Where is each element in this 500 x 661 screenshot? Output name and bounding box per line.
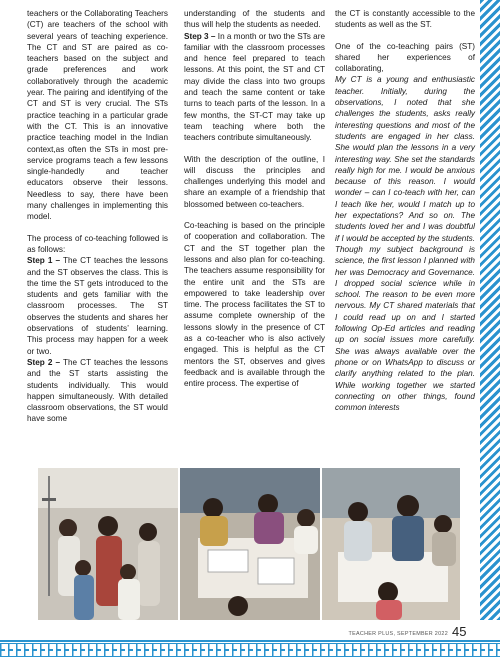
quote-text: My CT is a young and enthusiastic teacher. Initially, during the observations, I noted that she challenges the students, asks really interesting questions and most of the students are engaged in her class. She would plan the lessons in a very interesting way. She set the standards really high for me. I would be anxious because of this reason. I would wonder – can I co-teach with her, can I teach like her, would I match up to her expectations? And so on. The students loved her and I was doubtful if I would be accepted by the students. Though my subject background is science, the first lesson I planned with her was Democracy and Governance. I dropped social science while in school. The reason to be even more nervous. My CT shared materials that I could read up on and I started following Op-Ed articles and reading up on social issues more carefully. She was always available over the phone or on WhatsApp to discuss or clarify anything related to the plan. While working together we started connecting on other things, found common interests (335, 75, 475, 413)
page-number: 45 (452, 624, 467, 639)
step-text: In a month or two the STs are familiar with the classroom processes and hence feel prepared to teach lessons. At this point, the ST and CT may divide the class into two groups and teach the same content or take turns to teach parts of the lesson. In a few months, the ST-CT may take up team teaching where both the teachers contribute simultaneously. (184, 31, 326, 143)
footer-divider (0, 640, 500, 642)
step-label: Step 3 – (184, 31, 216, 41)
decorative-stripe-border (480, 0, 500, 620)
article-column-2 (184, 8, 325, 390)
article-column-3 (335, 8, 475, 413)
paragraph: understanding of the students and thus will help the students as needed. (184, 9, 325, 30)
step-text: The CT teaches the lessons and the ST starts assisting the students individually. This would happen simultaneously. With detailed classroom observations, the ST would have some (27, 357, 169, 424)
step-text: The CT teaches the lessons and the ST observes the class. This is the time the ST gets introduced to the students and gets familiar with the classroom processes. The ST observes the students and shares her observations of students’ learning. This process may happen for a week or two. (27, 256, 169, 356)
classroom-photo-collage (38, 468, 460, 620)
paragraph: Co-teaching is based on the principle of cooperation and collaboration. The CT and the ST together plan the lessons and also plan for co-teaching. The teachers assume responsibility for the entire unit and the STs are empowered to take leadership over time. The process facilitates the ST to assume complete ownership of the lessons slowly in the presence of CT as a co-teacher who is also actively engaged. This is helpful as the CT mentors the ST, observes and gives feedback and is available through the entire process. The expertise of (184, 221, 325, 389)
step-label: Step 1 – (27, 256, 61, 266)
paragraph: teachers or the Collaborating Teachers (CT) are teachers of the school with several years of teaching experience. The CT and ST are paired as co-teachers based on the subject and grade preferences and work collaboratively through the academic year. The pairing and identifying of the CT and ST is very crucial. The STs practice teaching in a particular grade with the CT. This is an innovative practice teaching model in the Indian context,as often the STs in most pre-service programs teach a few lessons single-handedly and teacher educators observe their lessons. Needless to say, there have been many challenges in implementing this model. (27, 9, 168, 222)
step-3-paragraph (184, 31, 325, 144)
quote-paragraph (335, 74, 475, 413)
step-label: Step 2 – (27, 357, 61, 367)
decorative-key-border (0, 643, 500, 657)
paragraph: One of the co-teaching pairs (ST) shared her experiences of collaborating, (335, 41, 475, 74)
photo-illustration (38, 468, 460, 620)
step-2-paragraph (27, 357, 168, 425)
paragraph: the CT is constantly accessible to the students as well as the ST. (335, 9, 475, 30)
paragraph: With the description of the outline, I will discuss the principles and challenges underlying this model and share an example of a friendship that blossomed between co-teachers. (184, 154, 325, 209)
step-1-paragraph (27, 255, 168, 357)
article-column-1 (27, 8, 168, 425)
publication-footer: TEACHER PLUS, SEPTEMBER 2022 (348, 631, 448, 637)
paragraph: The process of co-teaching followed is as follows: (27, 233, 168, 254)
